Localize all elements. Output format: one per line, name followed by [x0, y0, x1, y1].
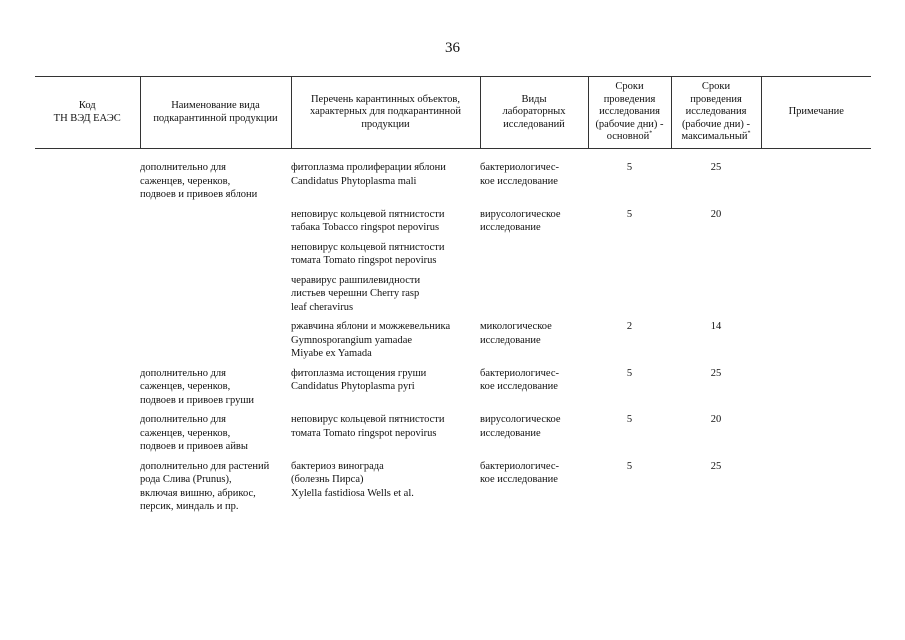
- lab-cell: [480, 161, 588, 208]
- lab-cell-line: бактериологичес-: [480, 460, 559, 472]
- header-line: Виды: [521, 93, 547, 105]
- product-cell-line: дополнительно для: [140, 162, 226, 173]
- footnote-mark: *: [747, 130, 751, 137]
- header-line: ТН ВЭД ЕАЭС: [53, 112, 121, 124]
- objects-cell-line: (болезнь Пирса): [291, 474, 364, 485]
- header-lab: [480, 77, 588, 149]
- header-row: [35, 77, 871, 149]
- objects-cell-line: томата Tomato ringspot nepovirus: [291, 255, 437, 266]
- header-line: Сроки: [615, 81, 644, 93]
- product-cell: [140, 413, 291, 460]
- note-cell: [761, 460, 871, 520]
- header-line: (рабочие дни) -: [595, 118, 664, 130]
- code-cell: [35, 413, 140, 460]
- note-cell: [761, 367, 871, 414]
- lab-cell-line: микологическое: [480, 321, 552, 332]
- objects-cell-line: неповирус кольцевой пятнистости: [291, 241, 445, 253]
- header-line: Примечание: [788, 106, 844, 118]
- product-cell: [140, 320, 291, 367]
- header-code: [35, 77, 140, 149]
- product-cell-line: персик, миндаль и пр.: [140, 501, 239, 512]
- table-row: [35, 208, 871, 241]
- product-cell-line: подвоев и привоев яблони: [140, 189, 258, 200]
- code-cell: [35, 241, 140, 274]
- lab-cell: [480, 460, 588, 520]
- objects-cell-line: Candidatus Phytoplasma pyri: [291, 381, 415, 392]
- objects-cell-line: листьев черешни Cherry rasp: [291, 288, 420, 299]
- objects-cell-line: фитоплазма истощения груши: [291, 367, 427, 379]
- lab-cell-line: исследование: [480, 427, 541, 439]
- header-line: (рабочие дни) -: [681, 118, 751, 130]
- objects-cell-line: неповирус кольцевой пятнистости: [291, 208, 445, 220]
- table-row: [35, 460, 871, 520]
- product-cell-line: подвоев и привоев груши: [140, 394, 255, 406]
- code-cell: [35, 161, 140, 208]
- table-row: [35, 274, 871, 321]
- lab-cell-line: кое исследование: [480, 474, 558, 485]
- lab-cell: [480, 241, 588, 274]
- objects-cell-line: неповирус кольцевой пятнистости: [291, 414, 445, 425]
- term-max-cell: 25: [710, 162, 722, 173]
- objects-cell: [291, 208, 480, 241]
- lab-cell-line: бактериологичес-: [480, 367, 559, 379]
- term-max-cell: 20: [710, 414, 722, 425]
- header-line: исследования: [599, 106, 660, 118]
- objects-cell-line: бактериоз винограда: [291, 460, 384, 472]
- lab-cell-line: бактериологичес-: [480, 162, 559, 173]
- lab-cell-line: исследование: [480, 222, 541, 233]
- note-cell: [761, 241, 871, 274]
- objects-cell-line: томата Tomato ringspot nepovirus: [291, 427, 437, 439]
- header-line: лабораторных: [502, 106, 566, 118]
- note-cell: [761, 208, 871, 241]
- table-row: [35, 367, 871, 414]
- lab-cell: [480, 413, 588, 460]
- code-cell: [35, 460, 140, 520]
- product-cell-line: дополнительно для: [140, 367, 226, 379]
- header-line: исследования: [685, 106, 747, 118]
- objects-cell: [291, 413, 480, 460]
- product-cell-line: дополнительно для: [140, 414, 226, 425]
- product-cell: [140, 161, 291, 208]
- lab-cell-line: исследование: [480, 334, 541, 346]
- objects-cell-line: Candidatus Phytoplasma mali: [291, 175, 417, 187]
- product-cell-line: саженцев, черенков,: [140, 427, 231, 439]
- objects-cell: [291, 367, 480, 414]
- header-product: [140, 77, 291, 149]
- quarantine-table: [35, 76, 871, 520]
- objects-cell-line: leaf cheravirus: [291, 301, 354, 313]
- objects-cell-line: Xylella fastidiosa Wells et al.: [291, 487, 414, 499]
- objects-cell: [291, 274, 480, 321]
- header-line: Наименование вида: [171, 100, 260, 111]
- table-row: [35, 161, 871, 208]
- term-max-cell: 20: [710, 208, 722, 220]
- objects-cell: [291, 161, 480, 208]
- product-cell-line: саженцев, черенков,: [140, 175, 231, 187]
- objects-cell: [291, 241, 480, 274]
- objects-cell-line: Miyabe ex Yamada: [291, 348, 372, 359]
- lab-cell: [480, 274, 588, 321]
- product-cell-line: рода Слива (Prunus),: [140, 474, 232, 485]
- lab-cell-line: вирусологическое: [480, 208, 561, 220]
- term-main-cell: 5: [626, 414, 633, 425]
- header-line: подкарантинной продукции: [153, 112, 278, 124]
- header-line: максимальный: [681, 131, 748, 143]
- table-row: [35, 413, 871, 460]
- header-line: Код: [78, 100, 96, 111]
- objects-cell-line: фитоплазма пролиферации яблони: [291, 162, 446, 173]
- term-main-cell: 5: [626, 460, 633, 472]
- objects-cell-line: табака Tobacco ringspot nepovirus: [291, 222, 440, 233]
- header-line: проведения: [690, 93, 742, 105]
- note-cell: [761, 161, 871, 208]
- header-line: Сроки: [701, 81, 731, 93]
- term-max-cell: 14: [710, 321, 722, 332]
- objects-cell-line: Gymnosporangium yamadae: [291, 334, 413, 346]
- term-max-cell: 25: [710, 367, 722, 379]
- term-main-cell: 5: [626, 162, 633, 173]
- footnote-mark: *: [649, 130, 653, 137]
- term-max-cell: [671, 274, 761, 321]
- product-cell: [140, 460, 291, 520]
- table-body: [35, 149, 871, 520]
- lab-cell: [480, 208, 588, 241]
- page-number: 36: [445, 40, 460, 56]
- product-cell-line: дополнительно для растений: [140, 460, 270, 472]
- objects-cell: [291, 460, 480, 520]
- product-cell-line: подвоев и привоев айвы: [140, 441, 248, 452]
- lab-cell-line: кое исследование: [480, 381, 558, 392]
- table-row: [35, 320, 871, 367]
- term-main-cell: 5: [626, 208, 633, 220]
- term-main-cell: 5: [626, 367, 633, 379]
- product-cell: [140, 367, 291, 414]
- code-cell: [35, 320, 140, 367]
- header-term-main: [588, 77, 671, 149]
- header-line: основной: [606, 131, 650, 143]
- term-main-cell: 2: [626, 321, 633, 332]
- header-term-max: [671, 77, 761, 149]
- product-cell: [140, 208, 291, 241]
- header-line: проведения: [603, 93, 656, 105]
- objects-cell-line: ржавчина яблони и можжевельника: [291, 321, 451, 332]
- term-max-cell: [671, 241, 761, 274]
- product-cell: [140, 241, 291, 274]
- lab-cell: [480, 367, 588, 414]
- term-main-cell: [588, 241, 671, 274]
- objects-cell-line: черавирус рашпилевидности: [291, 274, 421, 286]
- product-cell-line: включая вишню, абрикос,: [140, 487, 256, 499]
- lab-cell: [480, 320, 588, 367]
- objects-cell: [291, 320, 480, 367]
- note-cell: [761, 274, 871, 321]
- header-line: исследований: [503, 118, 565, 130]
- note-cell: [761, 320, 871, 367]
- lab-cell-line: кое исследование: [480, 175, 558, 187]
- header-line: продукции: [361, 118, 410, 130]
- code-cell: [35, 208, 140, 241]
- code-cell: [35, 367, 140, 414]
- header-note: [761, 77, 871, 149]
- code-cell: [35, 274, 140, 321]
- product-cell: [140, 274, 291, 321]
- header-line: Перечень карантинных объектов,: [310, 93, 461, 105]
- header-line: характерных для подкарантинной: [309, 106, 462, 118]
- header-objects: [291, 77, 480, 149]
- lab-cell-line: вирусологическое: [480, 414, 561, 425]
- term-main-cell: [588, 274, 671, 321]
- term-max-cell: 25: [710, 460, 722, 472]
- note-cell: [761, 413, 871, 460]
- product-cell-line: саженцев, черенков,: [140, 381, 231, 392]
- table-row: [35, 241, 871, 274]
